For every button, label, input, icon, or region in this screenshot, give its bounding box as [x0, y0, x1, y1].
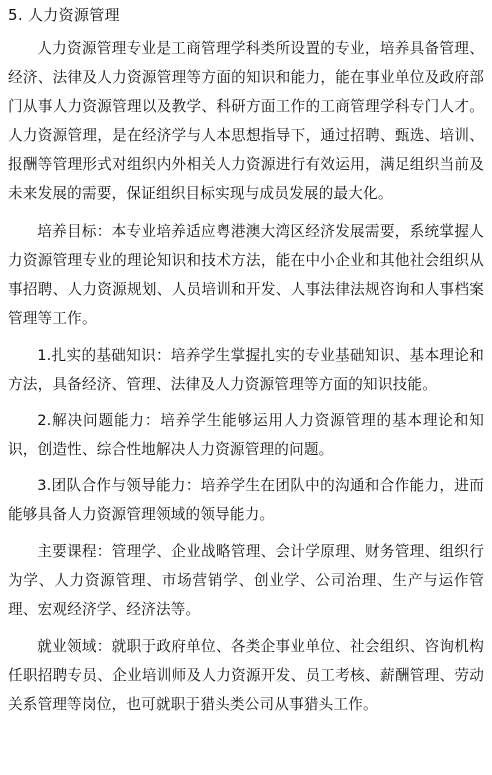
goal-item-foundation: 1.扎实的基础知识：培养学生掌握扎实的专业基础知识、基本理论和方法，具备经济、管理、法律及人力资源管理等方面的知识技能。 — [8, 346, 484, 394]
section-number: 5. — [8, 6, 23, 24]
main-courses-paragraph: 主要课程：管理学、企业战略管理、会计学原理、财务管理、组织行为学、人力资源管理、市场营销学、创业学、公司治理、生产与运作管理、宏观经济学、经济法等。 — [8, 542, 484, 618]
intro-paragraph: 人力资源管理专业是工商管理学科类所设置的专业，培养具备管理、经济、法律及人力资源管理等方面的知识和能力，能在事业单位及政府部门从事人力资源管理以及教学、科研方面工作的工商管理学科专门人才。人力资源管理，是在经济学与人本思想指导下，通过招聘、甄选、培训、报酬等管理形式对组织内外相关人力资源进行有效运用，满足组织当前及未来发展的需要，保证组织目标实现与成员发展的最大化。 — [8, 40, 484, 203]
training-goal-paragraph: 培养目标：本专业培养适应粤港澳大湾区经济发展需要，系统掌握人力资源管理专业的理论知识和技术方法，能在中小企业和其他社会组织从事招聘、人力资源规划、人员培训和开发、人事法律法规咨询和人事档案管理等工作。 — [8, 222, 484, 327]
goal-item-teamwork: 3.团队合作与领导能力：培养学生在团队中的沟通和合作能力，进而能够具备人力资源管理领域的领导能力。 — [8, 477, 484, 524]
employment-paragraph: 就业领域：就职于政府单位、各类企事业单位、社会组织、咨询机构任职招聘专员、企业培训师及人力资源开发、员工考核、薪酬管理、劳动关系管理等岗位，也可就职于猎头类公司从事猎头工作。 — [8, 637, 484, 713]
section-heading — [8, 4, 484, 26]
goal-item-problem-solving: 2.解决问题能力：培养学生能够运用人力资源管理的基本理论和知识，创造性、综合性地解决人力资源管理的问题。 — [8, 412, 484, 459]
section-title: 人力资源管理 — [28, 6, 120, 24]
